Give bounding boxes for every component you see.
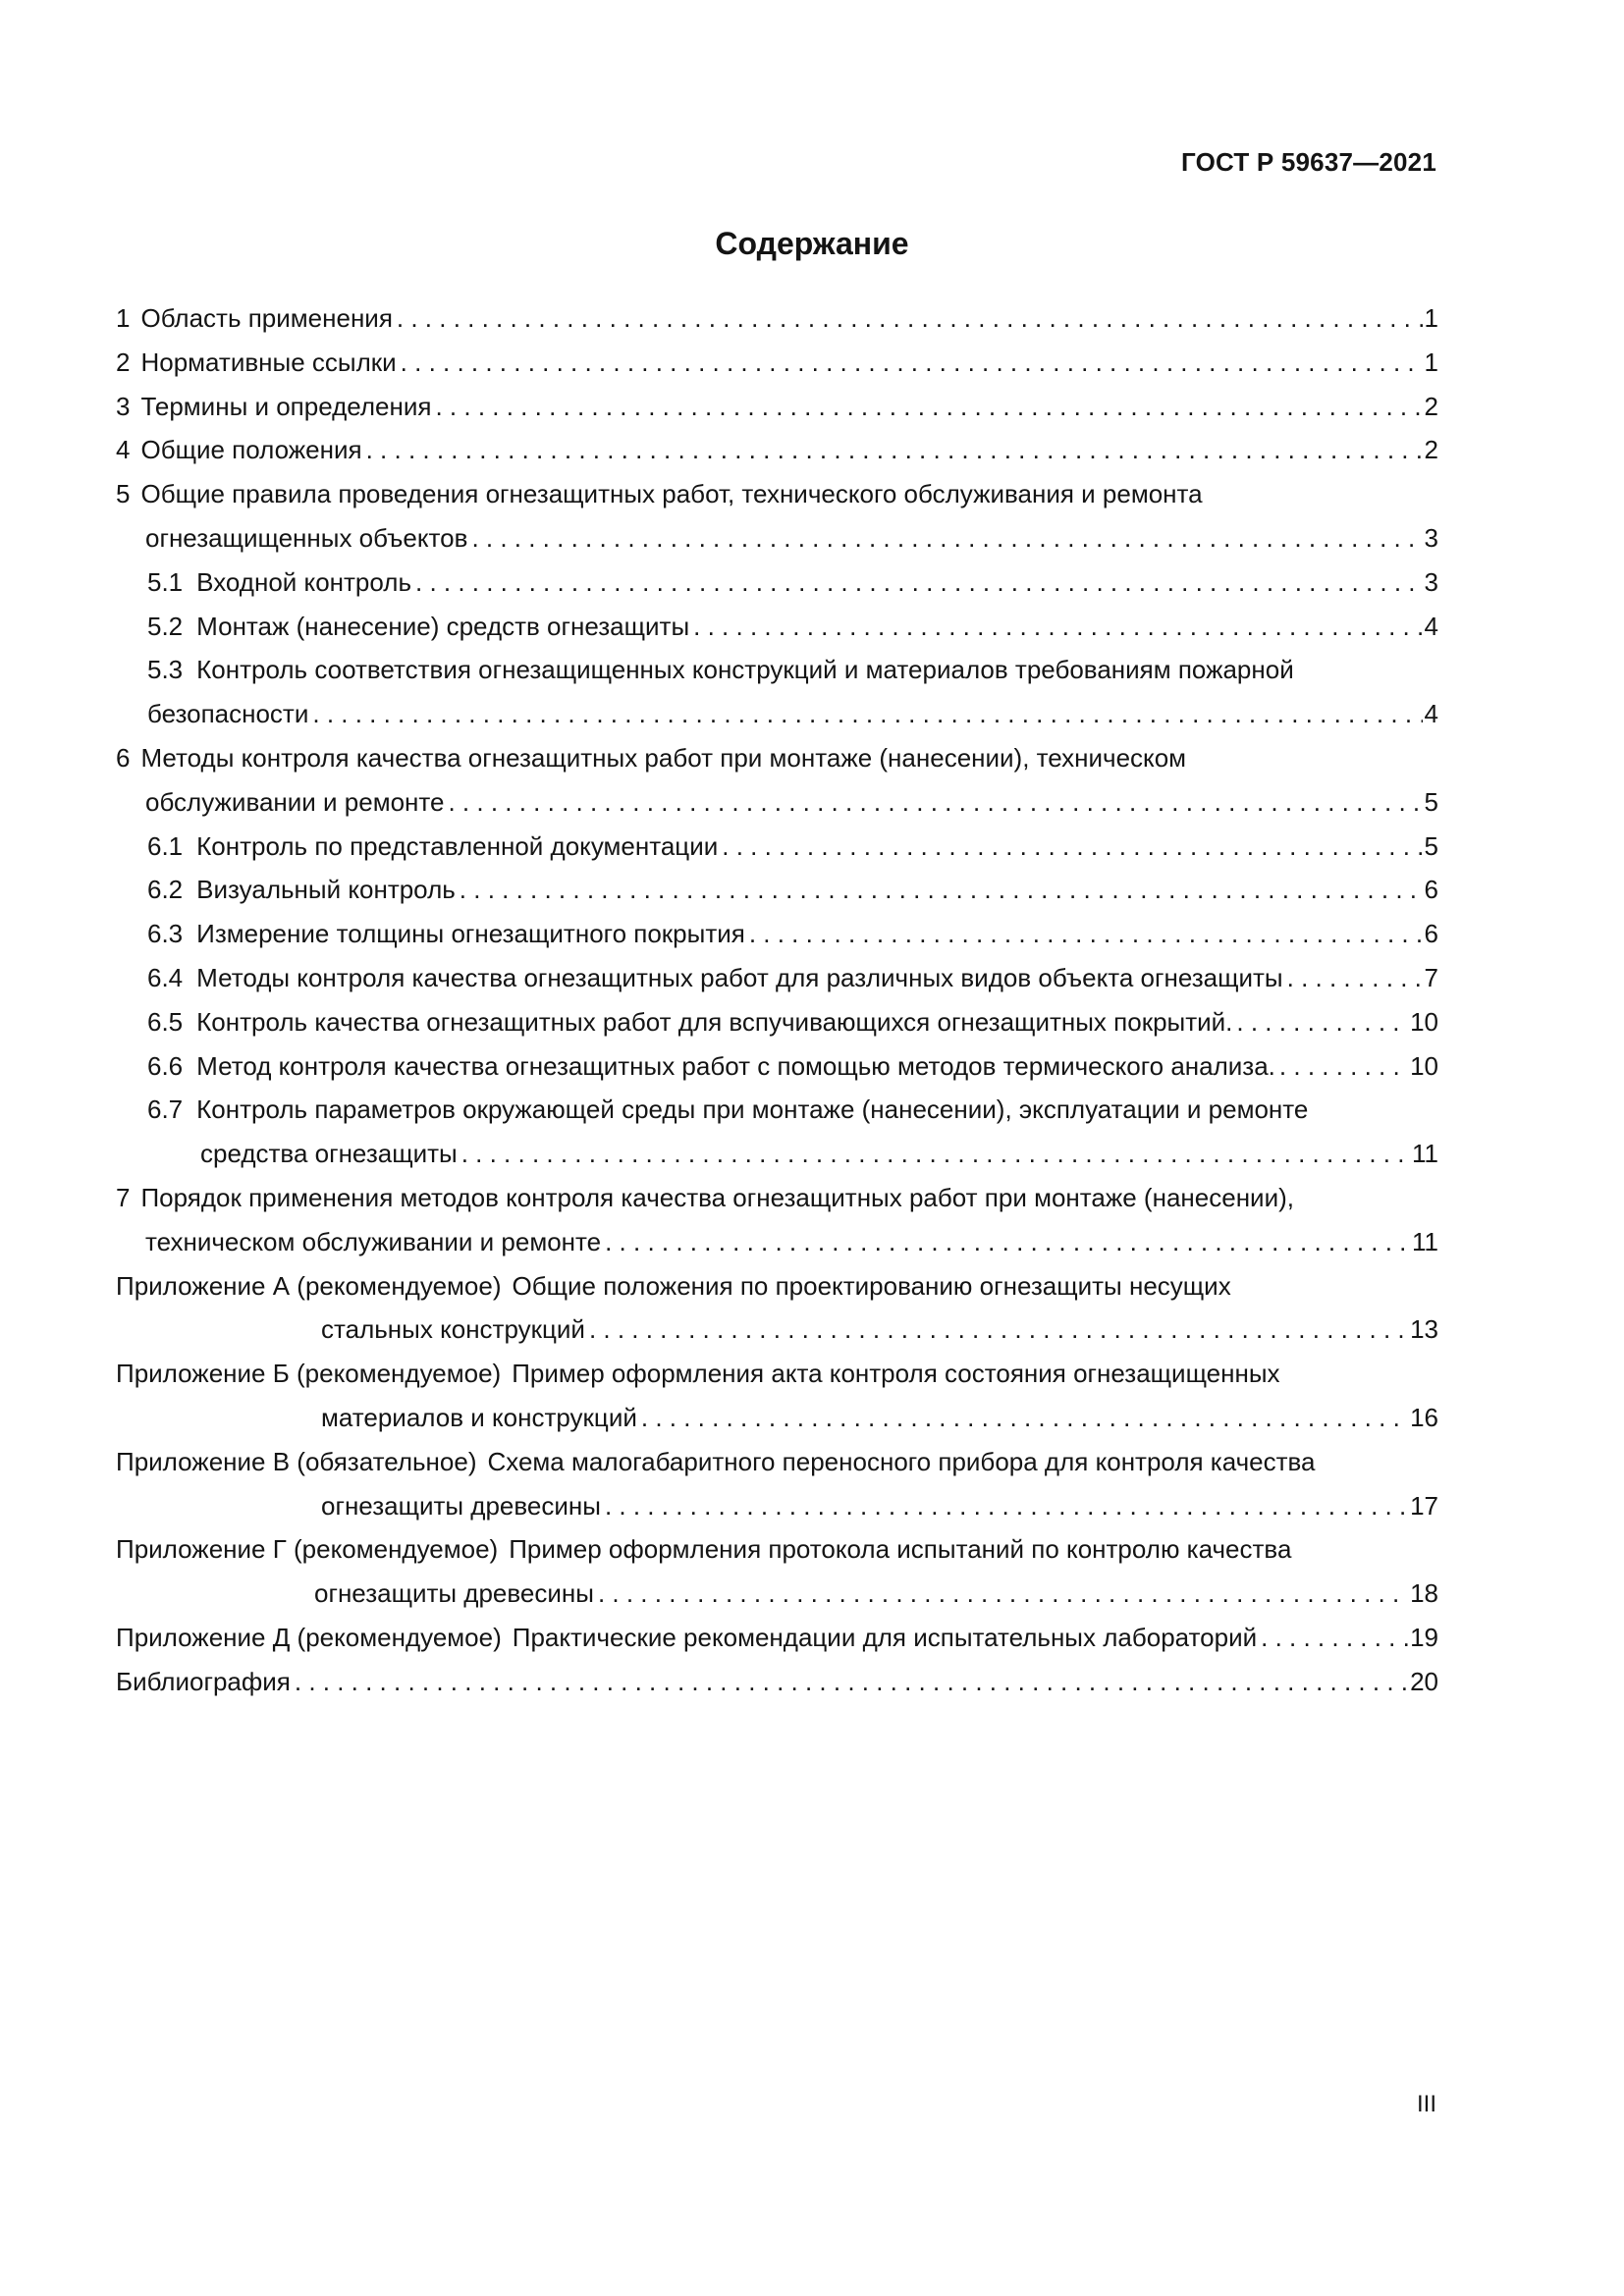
toc-entry-title: Практические рекомендации для испытательных лабораторий	[512, 1622, 1258, 1652]
toc-entry-page: 2	[1424, 435, 1438, 465]
toc-entry-title: Визуальный контроль	[196, 875, 456, 905]
toc-entry-title: Термины и определения	[140, 391, 432, 421]
toc-entry-appendix-b-continuation[interactable]	[116, 1396, 1438, 1440]
toc-entry-5-3-continuation[interactable]	[116, 692, 1438, 736]
toc-entry-6-7[interactable]	[116, 1088, 1438, 1132]
dot-leader	[435, 385, 1422, 429]
toc-entry-number: 1	[116, 303, 131, 333]
toc-entry-number: 7	[116, 1182, 131, 1212]
toc-entry-appendix-label: Приложение Б (рекомендуемое)	[116, 1359, 502, 1389]
toc-entry-appendix-g-continuation[interactable]	[116, 1572, 1438, 1616]
toc-entry-title-continuation: огнезащиты древесины	[321, 1490, 601, 1521]
toc-entry-6-4[interactable]	[116, 956, 1438, 1000]
page-number: III	[1416, 2091, 1436, 2117]
toc-entry-number: 6.4	[147, 962, 184, 992]
toc-entry-bibliography[interactable]	[116, 1660, 1438, 1704]
toc-entry-appendix-a-continuation[interactable]	[116, 1308, 1438, 1352]
toc-entry-appendix-a[interactable]	[116, 1264, 1438, 1308]
toc-entry-title: Методы контроля качества огнезащитных работ при монтаже (нанесении), техническом	[140, 742, 1187, 773]
toc-entry-number: 6.2	[147, 875, 184, 905]
toc-entry-number: 6.7	[147, 1095, 184, 1125]
toc-entry-page: 5	[1424, 830, 1438, 861]
toc-entry-5-continuation[interactable]	[116, 516, 1438, 561]
dot-leader	[460, 868, 1423, 912]
toc-entry-page: 7	[1424, 962, 1438, 992]
toc-entry-appendix-label: Приложение В (обязательное)	[116, 1446, 477, 1476]
toc-entry-number: 5.3	[147, 655, 184, 685]
toc-entry-title: Контроль соответствия огнезащищенных конструкций и материалов требованиям пожарной	[196, 655, 1294, 685]
toc-entry-5-3[interactable]	[116, 648, 1438, 692]
dot-leader	[589, 1308, 1408, 1352]
toc-entry-title-continuation: огнезащищенных объектов	[145, 522, 468, 553]
toc-entry-appendix-d[interactable]	[116, 1616, 1438, 1660]
page-title: Содержание	[715, 226, 909, 261]
table-of-contents	[116, 296, 1438, 1704]
toc-entry-appendix-v-continuation[interactable]	[116, 1484, 1438, 1528]
toc-entry-number: 2	[116, 347, 131, 377]
toc-entry-2[interactable]	[116, 341, 1438, 385]
toc-entry-page: 3	[1424, 522, 1438, 553]
toc-entry-page: 1	[1424, 303, 1438, 333]
dot-leader	[471, 516, 1422, 561]
toc-entry-page: 11	[1412, 1226, 1438, 1256]
toc-entry-title: Схема малогабаритного переносного прибора для контроля качества	[487, 1446, 1316, 1476]
toc-entry-7[interactable]	[116, 1176, 1438, 1220]
toc-entry-appendix-label: Приложение А (рекомендуемое)	[116, 1270, 502, 1301]
toc-entry-page: 4	[1424, 699, 1438, 729]
toc-entry-page: 6	[1424, 919, 1438, 949]
toc-entry-page: 5	[1424, 786, 1438, 817]
toc-entry-title: Пример оформления акта контроля состояния огнезащищенных	[512, 1359, 1280, 1389]
toc-entry-title: Измерение толщины огнезащитного покрытия	[196, 919, 745, 949]
toc-entry-number: 4	[116, 435, 131, 465]
toc-entry-page: 20	[1410, 1666, 1438, 1696]
toc-entry-title: Входной контроль	[196, 566, 411, 597]
dot-leader	[401, 341, 1423, 385]
dot-leader	[295, 1660, 1408, 1704]
toc-entry-number: 6.1	[147, 830, 184, 861]
dot-leader	[722, 825, 1422, 869]
dot-leader	[605, 1220, 1410, 1264]
dot-leader	[605, 1484, 1408, 1528]
toc-entry-title: Область применения	[140, 303, 393, 333]
toc-entry-page: 11	[1412, 1139, 1438, 1169]
toc-entry-title-continuation: стальных конструкций	[321, 1314, 585, 1345]
dot-leader	[1261, 1616, 1408, 1660]
toc-entry-page: 17	[1410, 1490, 1438, 1521]
toc-entry-title: Методы контроля качества огнезащитных работ для различных видов объекта огнезащиты	[196, 962, 1283, 992]
toc-entry-3[interactable]	[116, 385, 1438, 429]
toc-entry-5-1[interactable]	[116, 561, 1438, 605]
toc-entry-1[interactable]	[116, 296, 1438, 341]
dot-leader	[1279, 1044, 1408, 1089]
toc-entry-number: 5.1	[147, 566, 184, 597]
toc-entry-appendix-label: Приложение Д (рекомендуемое)	[116, 1622, 502, 1652]
toc-entry-title-continuation: огнезащиты древесины	[314, 1578, 594, 1609]
toc-entry-title: Контроль по представленной документации	[196, 830, 719, 861]
toc-entry-4[interactable]	[116, 428, 1438, 472]
toc-entry-page: 16	[1410, 1402, 1438, 1432]
toc-entry-title: Пример оформления протокола испытаний по контролю качества	[509, 1534, 1292, 1565]
dot-leader	[641, 1396, 1408, 1440]
toc-entry-number: 6.3	[147, 919, 184, 949]
toc-entry-number: 3	[116, 391, 131, 421]
toc-entry-5-2[interactable]	[116, 605, 1438, 649]
toc-entry-title: Контроль качества огнезащитных работ для вспучивающихся огнезащитных покрытий.	[196, 1006, 1233, 1037]
dot-leader	[415, 561, 1423, 605]
toc-entry-6-5[interactable]	[116, 1000, 1438, 1044]
toc-entry-title-continuation: средства огнезащиты	[200, 1139, 458, 1169]
toc-entry-title: Монтаж (нанесение) средств огнезащиты	[196, 611, 690, 641]
dot-leader	[693, 605, 1422, 649]
toc-entry-page: 1	[1424, 347, 1438, 377]
toc-entry-title: Порядок применения методов контроля качества огнезащитных работ при монтаже (нанесении),	[140, 1182, 1294, 1212]
dot-leader	[1236, 1000, 1408, 1044]
toc-entry-page: 6	[1424, 875, 1438, 905]
toc-entry-title: Общие положения по проектированию огнезащиты несущих	[512, 1270, 1231, 1301]
dot-leader	[397, 296, 1423, 341]
toc-entry-title-continuation: техническом обслуживании и ремонте	[145, 1226, 602, 1256]
dot-leader	[366, 428, 1423, 472]
toc-entry-title: Нормативные ссылки	[140, 347, 397, 377]
dot-leader	[1287, 956, 1423, 1000]
toc-entry-title: Контроль параметров окружающей среды при монтаже (нанесении), эксплуатации и ремонте	[196, 1095, 1309, 1125]
toc-entry-page: 13	[1410, 1314, 1438, 1345]
toc-entry-title: Общие положения	[140, 435, 362, 465]
toc-entry-appendix-b[interactable]	[116, 1352, 1438, 1396]
dot-leader	[461, 1132, 1410, 1176]
toc-entry-7-continuation[interactable]	[116, 1220, 1438, 1264]
toc-entry-title-continuation: обслуживании и ремонте	[145, 786, 445, 817]
toc-entry-6-6[interactable]	[116, 1044, 1438, 1089]
toc-entry-page: 2	[1424, 391, 1438, 421]
toc-entry-6[interactable]	[116, 736, 1438, 780]
toc-entry-title: Библиография	[116, 1666, 291, 1696]
toc-entry-title-continuation: материалов и конструкций	[321, 1402, 637, 1432]
toc-entry-6-3[interactable]	[116, 912, 1438, 956]
toc-entry-page: 4	[1424, 611, 1438, 641]
toc-entry-5[interactable]	[116, 472, 1438, 516]
toc-entry-page: 10	[1410, 1050, 1438, 1081]
dot-leader	[598, 1572, 1408, 1616]
toc-entry-page: 19	[1410, 1622, 1438, 1652]
toc-entry-title-continuation: безопасности	[147, 699, 309, 729]
toc-entry-page: 18	[1410, 1578, 1438, 1609]
dot-leader	[749, 912, 1423, 956]
toc-entry-appendix-v[interactable]	[116, 1440, 1438, 1484]
toc-entry-page: 3	[1424, 566, 1438, 597]
document-code: ГОСТ Р 59637—2021	[1181, 147, 1436, 177]
dot-leader	[448, 780, 1422, 825]
toc-entry-6-continuation[interactable]	[116, 780, 1438, 825]
toc-entry-6-2[interactable]	[116, 868, 1438, 912]
dot-leader	[312, 692, 1422, 736]
toc-entry-6-7-continuation[interactable]	[116, 1132, 1438, 1176]
toc-entry-number: 5	[116, 479, 131, 509]
toc-entry-number: 6	[116, 742, 131, 773]
toc-entry-appendix-label: Приложение Г (рекомендуемое)	[116, 1534, 499, 1565]
toc-entry-title: Метод контроля качества огнезащитных работ с помощью методов термического анализа.	[196, 1050, 1275, 1081]
toc-entry-number: 6.5	[147, 1006, 184, 1037]
toc-entry-title: Общие правила проведения огнезащитных работ, технического обслуживания и ремонта	[140, 479, 1203, 509]
toc-entry-number: 5.2	[147, 611, 184, 641]
toc-entry-appendix-g[interactable]	[116, 1527, 1438, 1572]
toc-entry-6-1[interactable]	[116, 825, 1438, 869]
toc-entry-number: 6.6	[147, 1050, 184, 1081]
toc-entry-page: 10	[1410, 1006, 1438, 1037]
